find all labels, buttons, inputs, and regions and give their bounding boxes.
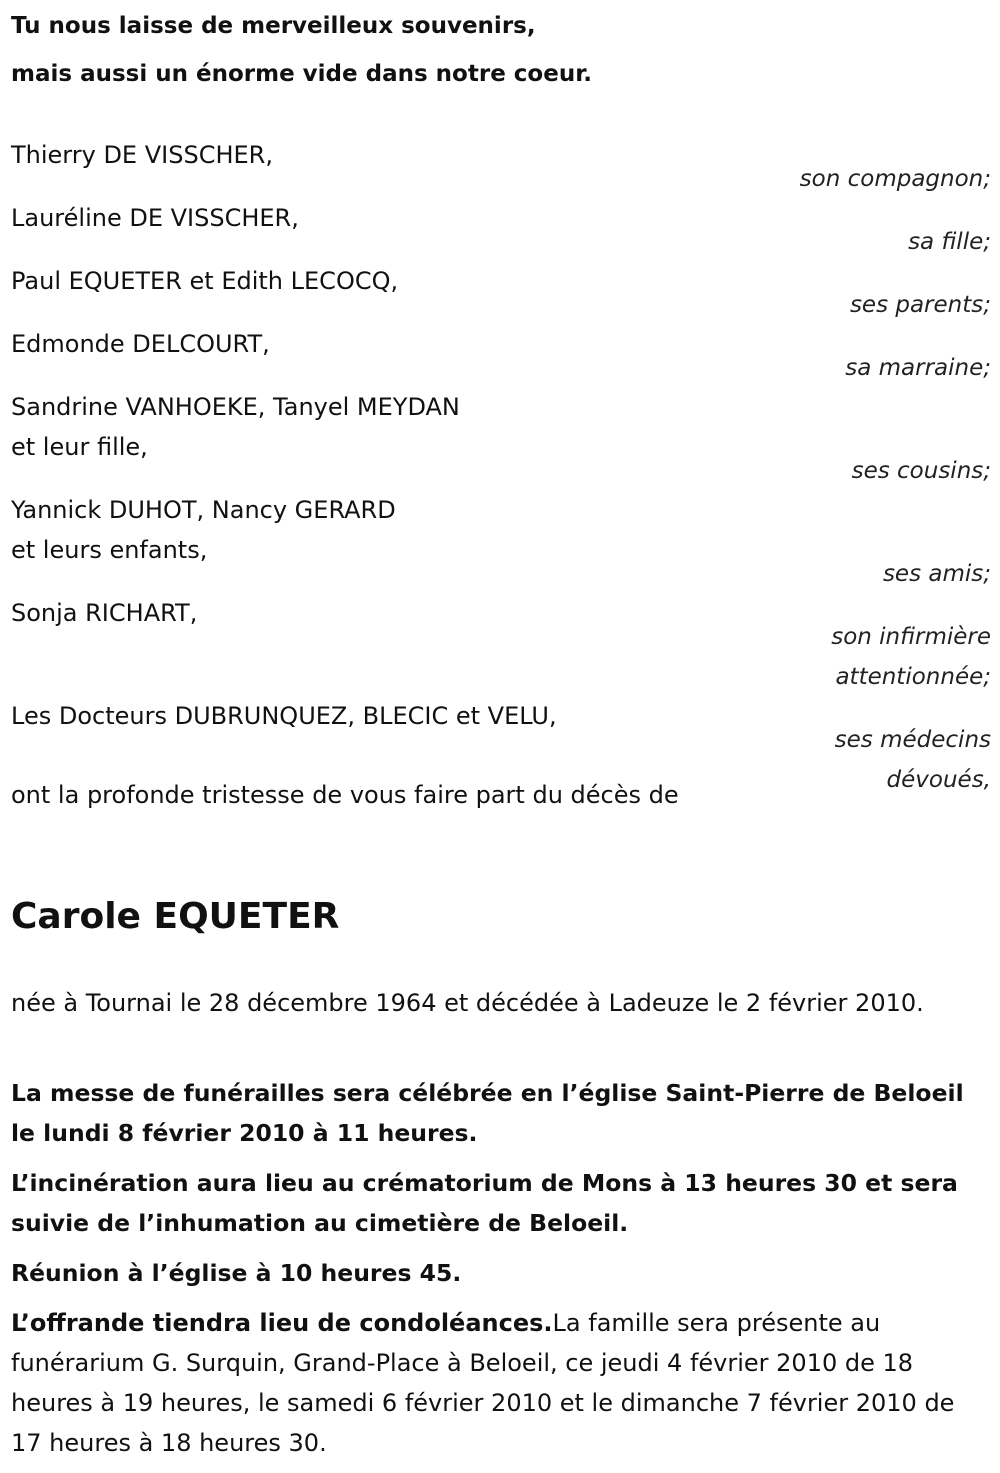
- family-relation: [852, 451, 991, 491]
- family-name-line: Edmonde DELCOURT,: [11, 330, 270, 358]
- relation-line: ses amis;: [882, 561, 991, 587]
- family-names: [11, 490, 731, 570]
- relation-line: dévoués,: [886, 767, 991, 793]
- relation-line: sa fille;: [908, 229, 991, 255]
- relation-line: ses médecins: [834, 727, 991, 753]
- family-relation: [850, 285, 991, 325]
- relation-line: son compagnon;: [799, 166, 991, 192]
- family-name-line: et leurs enfants,: [11, 536, 208, 564]
- obituary-notice: [11, 0, 991, 1457]
- visitation-paragraph: [11, 1303, 986, 1463]
- funeral-mass-paragraph: La messe de funérailles sera célébrée en l’église Saint-Pierre de Beloeil le lundi 8 février 2010 à 11 heures.: [11, 1079, 964, 1147]
- family-relation: [883, 554, 991, 594]
- relation-line: ses cousins;: [851, 458, 991, 484]
- family-names: [11, 261, 731, 301]
- family-name-line: Yannick DUHOT, Nancy GERARD: [11, 496, 396, 524]
- family-relation: [835, 720, 991, 800]
- deceased-name: Carole EQUETER: [11, 896, 340, 937]
- family-relation: [831, 617, 991, 697]
- family-names: [11, 198, 731, 238]
- family-names: [11, 593, 731, 633]
- family-relation: [908, 222, 991, 262]
- relation-line: ses parents;: [849, 292, 991, 318]
- cremation-paragraph: L’incinération aura lieu au crématorium de Mons à 13 heures 30 et sera suivie de l’inhumation au cimetière de Beloeil.: [11, 1169, 958, 1237]
- family-names: [11, 387, 731, 467]
- family-name-line: Les Docteurs DUBRUNQUEZ, BLECIC et VELU,: [11, 702, 557, 730]
- visitation-text: La famille sera présente au funérarium G. Surquin, Grand-Place à Beloeil, ce jeudi 4 février 2010 de 18 heures à 19 heures, le samedi 6 février 2010 et le dimanche 7 février 2010 de 17 heures à 18 heures 30.: [11, 1309, 955, 1457]
- family-names: [11, 696, 731, 736]
- meeting-paragraph: Réunion à l’église à 10 heures 45.: [11, 1259, 462, 1287]
- birth-death-paragraph: née à Tournai le 28 décembre 1964 et décédée à Ladeuze le 2 février 2010.: [11, 989, 924, 1017]
- relation-line: sa marraine;: [845, 355, 991, 381]
- closing-sentence: ont la profonde tristesse de vous faire part du décès de: [11, 781, 679, 809]
- intro-quote: [11, 2, 991, 98]
- family-names: [11, 135, 731, 175]
- intro-line-1: Tu nous laisse de merveilleux souvenirs,: [11, 13, 536, 39]
- relation-line: attentionnée;: [835, 664, 991, 690]
- offering-note: L’offrande tiendra lieu de condoléances.: [11, 1309, 553, 1337]
- family-names: [11, 324, 731, 364]
- family-name-line: et leur fille,: [11, 433, 148, 461]
- family-name-line: Lauréline DE VISSCHER,: [11, 204, 299, 232]
- family-relation: [800, 159, 991, 199]
- relation-line: son infirmière: [831, 624, 991, 650]
- intro-line-2: mais aussi un énorme vide dans notre coeur.: [11, 61, 593, 87]
- family-name-line: Sandrine VANHOEKE, Tanyel MEYDAN: [11, 393, 460, 421]
- family-relation: [845, 348, 991, 388]
- family-name-line: Sonja RICHART,: [11, 599, 198, 627]
- family-name-line: Paul EQUETER et Edith LECOCQ,: [11, 267, 399, 295]
- family-name-line: Thierry DE VISSCHER,: [11, 141, 273, 169]
